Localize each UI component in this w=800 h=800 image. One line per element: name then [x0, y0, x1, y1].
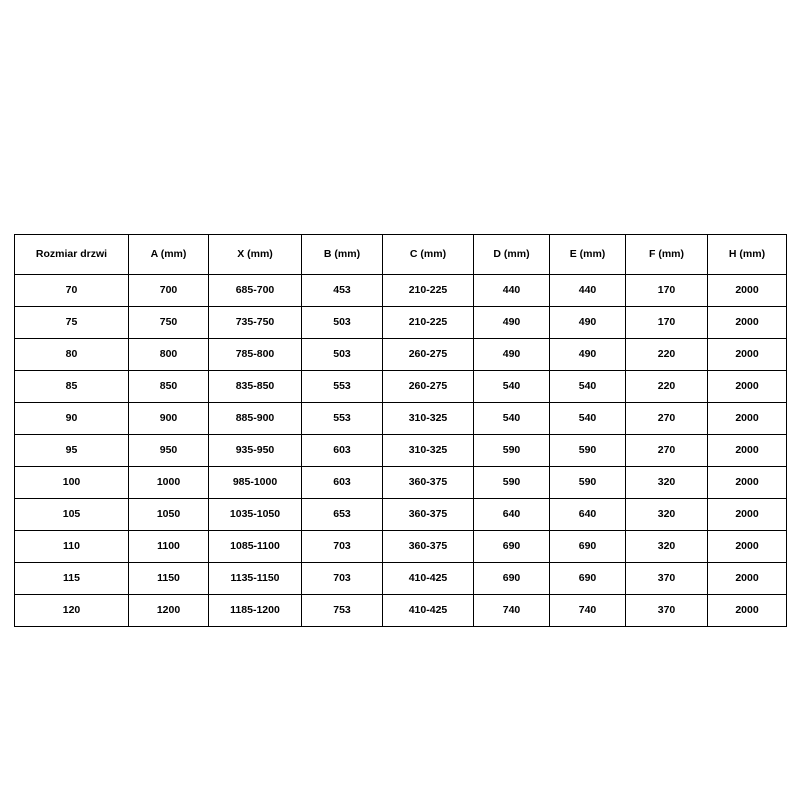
cell-x: 685-700 [209, 275, 302, 307]
cell-b: 503 [302, 307, 383, 339]
cell-h: 2000 [708, 307, 787, 339]
cell-b: 453 [302, 275, 383, 307]
cell-a: 1050 [129, 499, 209, 531]
cell-c: 210-225 [383, 307, 474, 339]
cell-size: 120 [15, 595, 129, 627]
cell-e: 490 [550, 339, 626, 371]
cell-c: 260-275 [383, 371, 474, 403]
table-body [15, 275, 787, 627]
column-header-d: D (mm) [474, 235, 550, 275]
cell-size: 85 [15, 371, 129, 403]
cell-f: 220 [626, 339, 708, 371]
cell-x: 1185-1200 [209, 595, 302, 627]
table-row [15, 435, 787, 467]
cell-x: 935-950 [209, 435, 302, 467]
cell-d: 540 [474, 371, 550, 403]
cell-b: 603 [302, 467, 383, 499]
cell-f: 170 [626, 275, 708, 307]
cell-f: 170 [626, 307, 708, 339]
cell-h: 2000 [708, 403, 787, 435]
cell-d: 640 [474, 499, 550, 531]
cell-x: 1035-1050 [209, 499, 302, 531]
column-header-f: F (mm) [626, 235, 708, 275]
cell-size: 100 [15, 467, 129, 499]
cell-f: 320 [626, 467, 708, 499]
cell-c: 410-425 [383, 595, 474, 627]
cell-size: 75 [15, 307, 129, 339]
cell-d: 490 [474, 339, 550, 371]
cell-h: 2000 [708, 595, 787, 627]
cell-c: 210-225 [383, 275, 474, 307]
table-row [15, 467, 787, 499]
cell-e: 540 [550, 371, 626, 403]
cell-b: 753 [302, 595, 383, 627]
table-header [15, 235, 787, 275]
cell-size: 70 [15, 275, 129, 307]
cell-a: 950 [129, 435, 209, 467]
cell-h: 2000 [708, 275, 787, 307]
door-size-specification-table [14, 234, 786, 627]
cell-c: 310-325 [383, 435, 474, 467]
cell-a: 700 [129, 275, 209, 307]
cell-h: 2000 [708, 499, 787, 531]
cell-e: 440 [550, 275, 626, 307]
cell-h: 2000 [708, 531, 787, 563]
cell-a: 1200 [129, 595, 209, 627]
cell-f: 320 [626, 531, 708, 563]
cell-e: 690 [550, 531, 626, 563]
table-row [15, 307, 787, 339]
cell-f: 370 [626, 563, 708, 595]
cell-b: 553 [302, 403, 383, 435]
cell-b: 553 [302, 371, 383, 403]
cell-a: 900 [129, 403, 209, 435]
cell-d: 690 [474, 531, 550, 563]
cell-d: 540 [474, 403, 550, 435]
cell-e: 690 [550, 563, 626, 595]
table-row [15, 403, 787, 435]
cell-h: 2000 [708, 467, 787, 499]
cell-a: 750 [129, 307, 209, 339]
cell-x: 735-750 [209, 307, 302, 339]
column-header-b: B (mm) [302, 235, 383, 275]
cell-f: 220 [626, 371, 708, 403]
cell-size: 110 [15, 531, 129, 563]
table-row [15, 563, 787, 595]
cell-c: 260-275 [383, 339, 474, 371]
cell-x: 835-850 [209, 371, 302, 403]
table-row [15, 499, 787, 531]
table-row [15, 275, 787, 307]
cell-f: 370 [626, 595, 708, 627]
table-row [15, 595, 787, 627]
cell-size: 95 [15, 435, 129, 467]
cell-h: 2000 [708, 339, 787, 371]
table-row [15, 371, 787, 403]
cell-e: 490 [550, 307, 626, 339]
table-row [15, 339, 787, 371]
cell-f: 270 [626, 435, 708, 467]
cell-h: 2000 [708, 435, 787, 467]
cell-d: 590 [474, 467, 550, 499]
cell-size: 115 [15, 563, 129, 595]
column-header-rozmiar-drzwi: Rozmiar drzwi [15, 235, 129, 275]
cell-c: 410-425 [383, 563, 474, 595]
cell-e: 590 [550, 435, 626, 467]
spec-table [14, 234, 787, 627]
column-header-a: A (mm) [129, 235, 209, 275]
cell-b: 703 [302, 531, 383, 563]
cell-b: 703 [302, 563, 383, 595]
cell-x: 785-800 [209, 339, 302, 371]
cell-x: 1135-1150 [209, 563, 302, 595]
column-header-h: H (mm) [708, 235, 787, 275]
cell-b: 653 [302, 499, 383, 531]
cell-c: 310-325 [383, 403, 474, 435]
column-header-x: X (mm) [209, 235, 302, 275]
cell-c: 360-375 [383, 531, 474, 563]
cell-d: 440 [474, 275, 550, 307]
cell-c: 360-375 [383, 467, 474, 499]
cell-b: 603 [302, 435, 383, 467]
cell-x: 885-900 [209, 403, 302, 435]
cell-d: 740 [474, 595, 550, 627]
header-row [15, 235, 787, 275]
cell-size: 80 [15, 339, 129, 371]
cell-e: 540 [550, 403, 626, 435]
cell-a: 1000 [129, 467, 209, 499]
cell-f: 270 [626, 403, 708, 435]
cell-e: 640 [550, 499, 626, 531]
cell-a: 800 [129, 339, 209, 371]
cell-d: 590 [474, 435, 550, 467]
cell-size: 90 [15, 403, 129, 435]
cell-e: 590 [550, 467, 626, 499]
cell-e: 740 [550, 595, 626, 627]
cell-a: 850 [129, 371, 209, 403]
cell-b: 503 [302, 339, 383, 371]
cell-x: 1085-1100 [209, 531, 302, 563]
cell-c: 360-375 [383, 499, 474, 531]
cell-d: 490 [474, 307, 550, 339]
column-header-e: E (mm) [550, 235, 626, 275]
cell-h: 2000 [708, 371, 787, 403]
cell-f: 320 [626, 499, 708, 531]
table-row [15, 531, 787, 563]
column-header-c: C (mm) [383, 235, 474, 275]
cell-a: 1150 [129, 563, 209, 595]
cell-h: 2000 [708, 563, 787, 595]
cell-x: 985-1000 [209, 467, 302, 499]
cell-a: 1100 [129, 531, 209, 563]
cell-size: 105 [15, 499, 129, 531]
cell-d: 690 [474, 563, 550, 595]
